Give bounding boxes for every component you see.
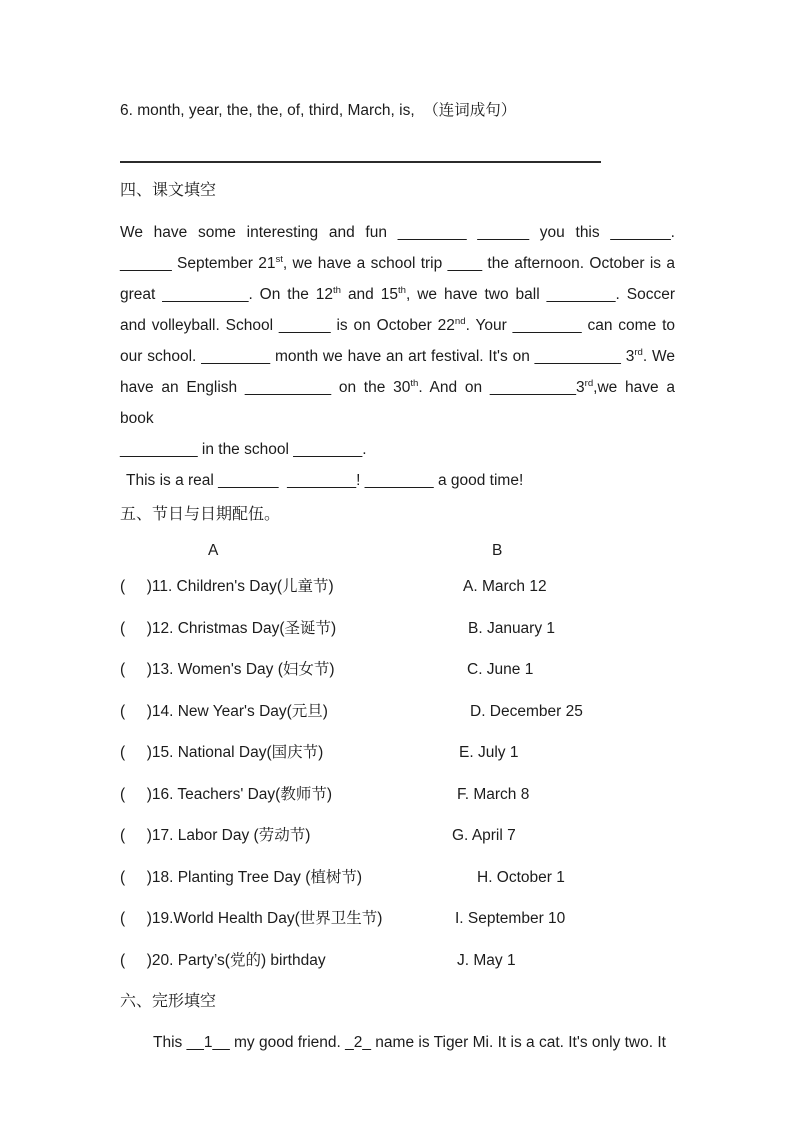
match-column-headers bbox=[120, 540, 675, 561]
passage-line: _________ in the school ________. bbox=[120, 441, 367, 458]
ordinal-superscript: st bbox=[275, 253, 283, 265]
cloze-passage bbox=[120, 217, 675, 496]
match-left-item: ( )12. Christmas Day(圣诞节) bbox=[120, 619, 337, 637]
passage-line: our school. ________ month we have an art festival. It's on __________ 3rd. We bbox=[120, 346, 675, 365]
passage-line: great __________. On the 12th and 15th, we have two ball ________. Soccer bbox=[120, 284, 676, 303]
ordinal-superscript: rd bbox=[634, 346, 643, 358]
match-left-item: ( )14. New Year's Day(元旦) bbox=[120, 702, 328, 720]
match-right-item: D. December 25 bbox=[470, 702, 583, 720]
question-6: 6. month, year, the, the, of, third, March, is, （连词成句） bbox=[120, 102, 517, 119]
match-right-item: F. March 8 bbox=[457, 785, 530, 803]
match-right-item: B. January 1 bbox=[468, 619, 556, 637]
match-left-item: ( )13. Women's Day (妇女节) bbox=[120, 661, 335, 678]
match-row bbox=[120, 784, 675, 805]
match-row bbox=[120, 701, 675, 722]
match-row bbox=[120, 576, 675, 597]
match-left-item: ( )20. Party’s(党的) birthday bbox=[120, 951, 326, 969]
ordinal-superscript: th bbox=[333, 284, 342, 296]
ordinal-superscript: th bbox=[397, 284, 406, 296]
match-list bbox=[120, 576, 675, 971]
passage-line: and volleyball. School ______ is on October 22nd. Your ________ can come to bbox=[120, 315, 675, 334]
match-row bbox=[120, 867, 675, 888]
ordinal-superscript: rd bbox=[584, 377, 594, 389]
match-right-item: C. June 1 bbox=[467, 661, 534, 678]
match-left-item: ( )15. National Day(国庆节) bbox=[120, 744, 324, 761]
passage-line: have an English __________ on the 30th. And on __________3rd,we have a book bbox=[120, 377, 675, 427]
answer-blank-line bbox=[120, 161, 601, 163]
match-row bbox=[120, 825, 675, 846]
match-row bbox=[120, 742, 675, 763]
match-right-item: E. July 1 bbox=[459, 744, 519, 761]
section-5-title: 五、节日与日期配伍。 bbox=[120, 506, 281, 523]
match-row bbox=[120, 659, 675, 680]
match-right-item: H. October 1 bbox=[477, 868, 565, 886]
cloze-intro-line: This __1__ my good friend. _2_ name is Tiger Mi. It is a cat. It's only two. It bbox=[153, 1034, 666, 1051]
match-left-item: ( )18. Planting Tree Day (植树节) bbox=[120, 868, 363, 886]
passage-line: We have some interesting and fun ________ ______ you this _______. bbox=[120, 224, 675, 241]
ordinal-superscript: th bbox=[410, 377, 419, 389]
match-left-item: ( )17. Labor Day (劳动节) bbox=[120, 827, 311, 844]
passage-closing-line: This is a real _______ ________! ________ a good time! bbox=[126, 472, 524, 489]
ordinal-superscript: nd bbox=[454, 315, 466, 327]
column-b-header: B bbox=[492, 542, 503, 559]
match-row bbox=[120, 618, 675, 639]
match-right-item: G. April 7 bbox=[452, 827, 516, 844]
match-left-item: ( )16. Teachers' Day(教师节) bbox=[120, 785, 332, 803]
match-right-item: I. September 10 bbox=[455, 910, 566, 927]
column-a-header: A bbox=[208, 542, 219, 559]
match-left-item: ( )19.World Health Day(世界卫生节) bbox=[120, 910, 383, 927]
section-4-title: 四、课文填空 bbox=[120, 182, 217, 199]
match-left-item: ( )11. Children's Day(儿童节) bbox=[120, 578, 334, 595]
match-right-item: J. May 1 bbox=[457, 951, 516, 969]
section-6-title: 六、完形填空 bbox=[120, 993, 217, 1010]
match-row bbox=[120, 950, 675, 971]
match-row bbox=[120, 908, 675, 929]
match-right-item: A. March 12 bbox=[463, 578, 547, 595]
passage-line: ______ September 21st, we have a school trip ____ the afternoon. October is a bbox=[120, 253, 675, 272]
